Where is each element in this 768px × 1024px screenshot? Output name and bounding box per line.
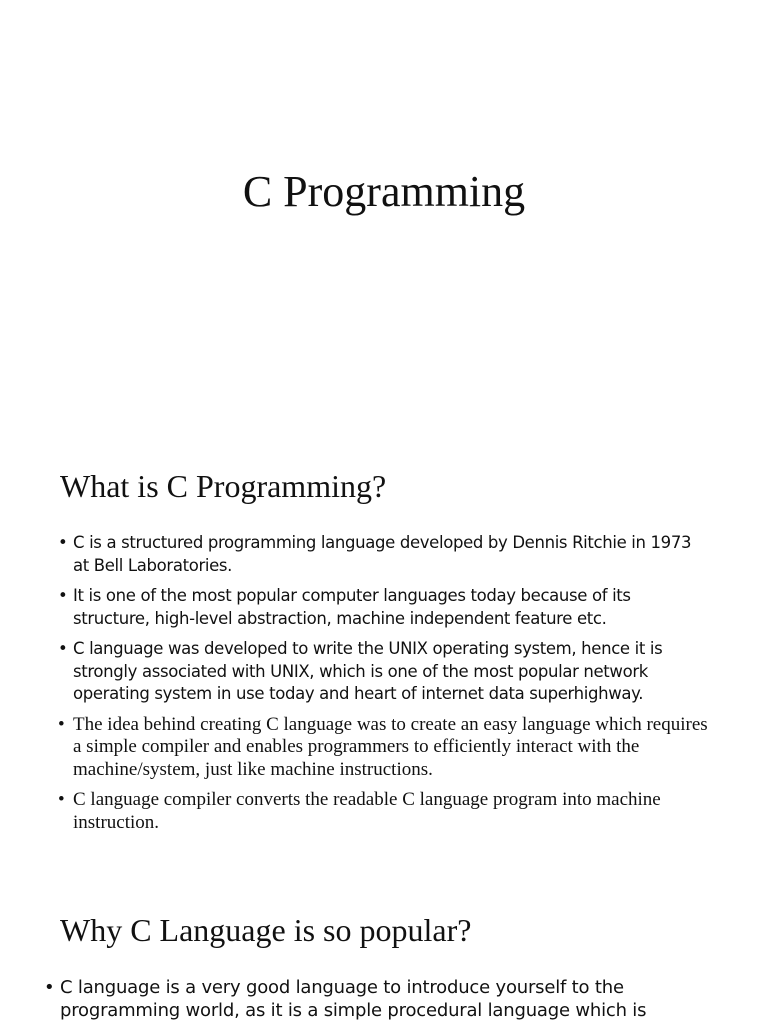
bullet-item	[58, 789, 708, 834]
slide-heading: Why C Language is so popular?	[60, 912, 472, 948]
bullet-item	[58, 714, 708, 782]
bullet-text: It is one of the most popular computer languages today because of its structure, high-level abstraction, machine independent feature etc.	[73, 586, 631, 628]
bullet-icon: •	[58, 533, 68, 552]
bullet-item	[58, 638, 708, 706]
bullet-item	[44, 976, 684, 1022]
bullet-list	[44, 976, 684, 1024]
what-is-c-slide	[0, 440, 768, 878]
bullet-text: C language compiler converts the readable C language program into machine instruction.	[73, 789, 661, 833]
bullet-list	[58, 532, 708, 842]
bullet-icon: •	[58, 789, 65, 810]
bullet-text: C language was developed to write the UNIX operating system, hence it is strongly associated with UNIX, which is one of the most popular network operating system in use today and heart of internet data superhighway.	[73, 639, 663, 703]
bullet-icon: •	[58, 713, 65, 735]
bullet-icon: •	[58, 586, 68, 605]
title-slide	[0, 0, 768, 440]
bullet-text: C is a structured programming language developed by Dennis Ritchie in 1973 at Bell Laboratories.	[73, 533, 692, 575]
slide-title: C Programming	[242, 167, 526, 216]
bullet-item	[58, 585, 708, 630]
bullet-text: C language is a very good language to introduce yourself to the programming world, as it is a simple procedural language which is	[60, 977, 647, 1021]
bullet-text: The idea behind creating C language was to create an easy language which requires a simple compiler and enables programmers to efficiently interact with the machine/system, just like machine instructions.	[73, 713, 708, 780]
slide-heading: What is C Programming?	[60, 468, 387, 504]
bullet-item	[58, 532, 708, 577]
why-c-popular-slide	[0, 878, 768, 1024]
bullet-icon: •	[58, 639, 68, 658]
bullet-icon: •	[44, 977, 55, 998]
